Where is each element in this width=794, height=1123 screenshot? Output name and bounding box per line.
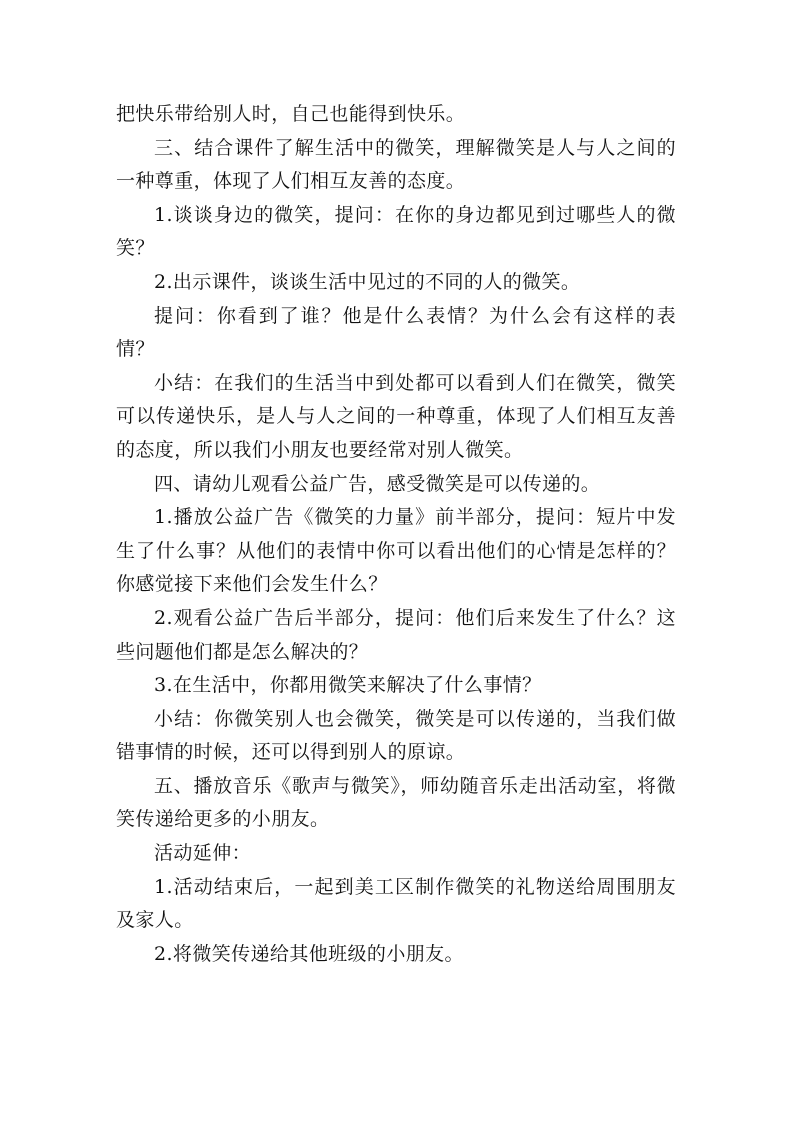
paragraph-summary: 小结：你微笑别人也会微笑，微笑是可以传递的，当我们做错事情的时候，还可以得到别人的原谅。 <box>116 707 676 764</box>
paragraph-item: 2.出示课件，谈谈生活中见过的不同的人的微笑。 <box>154 270 581 293</box>
paragraph-item: 1.播放公益广告《微笑的力量》前半部分，提问：短片中发生了什么事？从他们的表情中你可以看出他们的心情是怎样的？你感觉接下来他们会发生什么？ <box>116 506 676 596</box>
paragraph-item: 1.谈谈身边的微笑，提问：在你的身边都见到过哪些人的微笑？ <box>116 203 676 260</box>
paragraph-item: 2.观看公益广告后半部分，提问：他们后来发生了什么？这些问题他们都是怎么解决的？ <box>116 606 676 663</box>
paragraph-item: 2.将微笑传递给其他班级的小朋友。 <box>154 942 464 965</box>
paragraph-item: 3.在生活中，你都用微笑来解决了什么事情？ <box>154 674 542 697</box>
paragraph-section-3-heading: 三、结合课件了解生活中的微笑，理解微笑是人与人之间的一种尊重，体现了人们相互友善的态度。 <box>116 136 676 193</box>
paragraph-section-4-heading: 四、请幼儿观看公益广告，感受微笑是可以传递的。 <box>154 472 601 495</box>
document-body <box>116 98 676 971</box>
paragraph-item: 1.活动结束后，一起到美工区制作微笑的礼物送给周围朋友及家人。 <box>116 875 676 932</box>
paragraph-section-5-heading: 五、播放音乐《歌声与微笑》，师幼随音乐走出活动室，将微笑传递给更多的小朋友。 <box>116 774 676 831</box>
paragraph-question: 提问：你看到了谁？他是什么表情？为什么会有这样的表情？ <box>116 304 676 361</box>
paragraph-summary: 小结：在我们的生活当中到处都可以看到人们在微笑，微笑可以传递快乐，是人与人之间的一种尊重，体现了人们相互友善的态度，所以我们小朋友也要经常对别人微笑。 <box>116 371 676 461</box>
paragraph-extension-heading: 活动延伸： <box>154 842 252 865</box>
paragraph-continuation: 把快乐带给别人时，自己也能得到快乐。 <box>116 103 466 125</box>
